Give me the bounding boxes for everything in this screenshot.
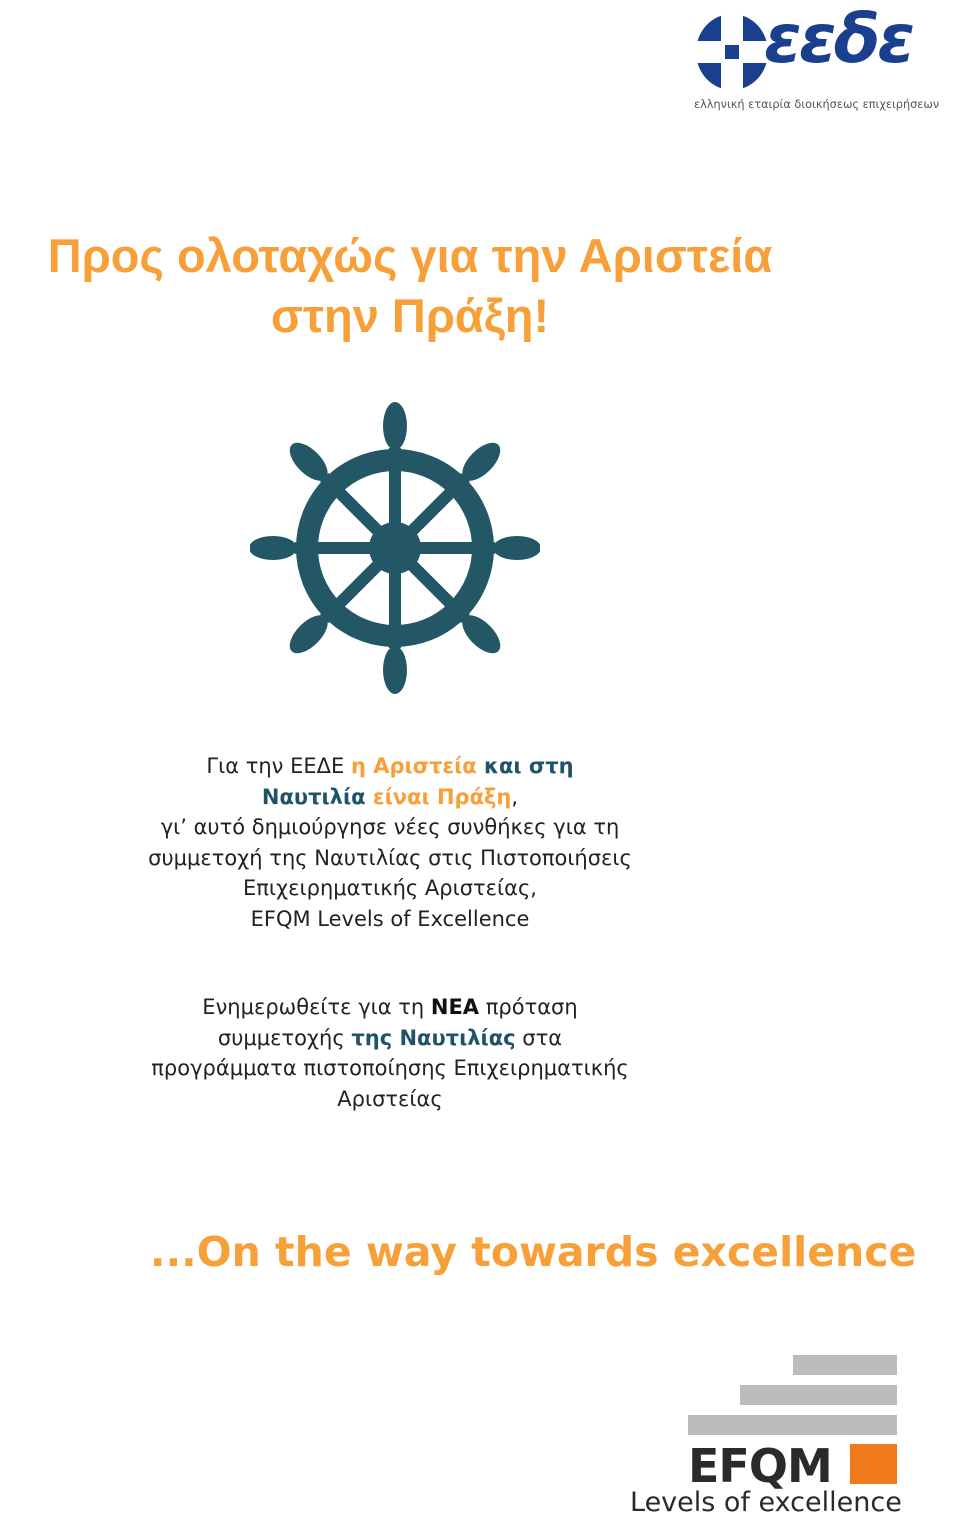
update-line-2 bbox=[0, 1023, 780, 1054]
efqm-bar-1 bbox=[793, 1355, 897, 1375]
efqm-logo-subtitle: Levels of excellence bbox=[630, 1487, 902, 1518]
update-line-1 bbox=[0, 992, 780, 1023]
intro-line-2 bbox=[0, 782, 780, 813]
eede-logo-letters: εεδε bbox=[764, 0, 913, 79]
headline-line-1: Προς ολοταχώς για την Αριστεία bbox=[47, 229, 773, 282]
eede-logo-tagline: ελληνική εταιρία διοικήσεως επιχειρήσεων bbox=[694, 98, 940, 111]
efqm-orange-square bbox=[850, 1444, 897, 1484]
update-highlight-shipping: της Ναυτιλίας bbox=[351, 1025, 516, 1050]
eede-logo bbox=[690, 0, 952, 118]
intro-comma: , bbox=[511, 784, 519, 809]
eede-cross-logo-icon bbox=[694, 10, 770, 94]
headline bbox=[0, 226, 820, 346]
intro-line-5: Επιχειρηματικής Αριστείας, bbox=[243, 876, 537, 900]
update-text-proposal: πρόταση bbox=[479, 995, 578, 1019]
intro-paragraph bbox=[0, 751, 780, 934]
intro-line-6: EFQM Levels of Excellence bbox=[250, 906, 530, 931]
update-paragraph bbox=[0, 992, 780, 1114]
intro-highlight-excellence: η Αριστεία bbox=[350, 754, 477, 778]
wheel-handle bbox=[250, 536, 297, 560]
update-text: Ενημερωθείτε για τη bbox=[202, 995, 431, 1019]
update-text-participation: συμμετοχής bbox=[217, 1025, 352, 1050]
efqm-logo-word: EFQM bbox=[688, 1439, 832, 1493]
efqm-logo bbox=[630, 1355, 902, 1519]
wheel-hub bbox=[369, 522, 421, 574]
intro-highlight-and: και στη bbox=[476, 754, 574, 778]
intro-highlight-shipping: Ναυτιλία bbox=[261, 784, 366, 809]
ship-wheel-icon bbox=[250, 402, 540, 694]
intro-highlight-practice: είναι Πράξη bbox=[365, 784, 512, 809]
wheel-handle bbox=[493, 536, 540, 560]
update-highlight-new: ΝΕΑ bbox=[430, 995, 480, 1019]
intro-line-1 bbox=[0, 751, 780, 782]
update-text-in: στα bbox=[515, 1025, 563, 1050]
wheel-handle bbox=[383, 646, 407, 694]
wheel-handle bbox=[383, 402, 407, 450]
efqm-bar-3 bbox=[688, 1415, 897, 1435]
intro-line-4: συμμετοχή της Ναυτιλίας στις Πιστοποιήσεις bbox=[148, 845, 632, 870]
intro-text: Για την ΕΕΔΕ bbox=[206, 754, 351, 778]
efqm-bar-2 bbox=[740, 1385, 897, 1405]
update-line-3: προγράμματα πιστοποίησης Επιχειρηματικής bbox=[151, 1056, 629, 1080]
headline-line-2: στην Πράξη! bbox=[270, 289, 550, 342]
slogan: ...On the way towards excellence bbox=[150, 1228, 917, 1276]
intro-line-3: γι’ αυτό δημιούργησε νέες συνθήκες για τη bbox=[160, 815, 620, 839]
update-line-4: Αριστείας bbox=[337, 1086, 443, 1111]
